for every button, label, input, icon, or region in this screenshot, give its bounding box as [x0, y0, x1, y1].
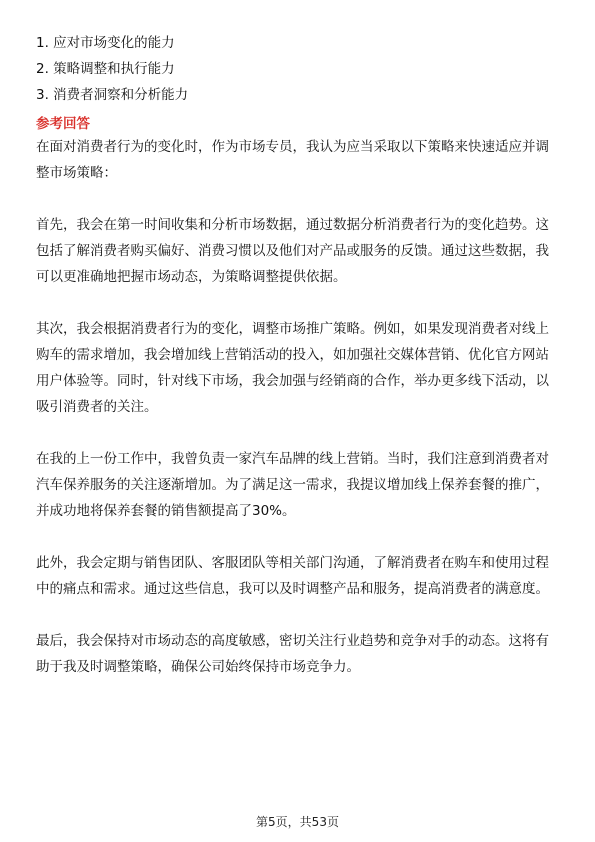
document-page: [36, 30, 561, 680]
paragraph-additionally: 此外，我会定期与销售团队、客服团队等相关部门沟通，了解消费者在购车和使用过程中的痛点和需求。通过这些信息，我可以及时调整产品和服务，提高消费者的满意度。: [36, 555, 549, 597]
paragraph-spacer: [36, 524, 561, 550]
paragraph-spacer: [36, 290, 561, 316]
list-item: 2. 策略调整和执行能力: [36, 61, 175, 77]
paragraph-example: 在我的上一份工作中，我曾负责一家汽车品牌的线上营销。当时，我们注意到消费者对汽车保养服务的关注逐渐增加。为了满足这一需求，我提议增加线上保养套餐的推广，并成功地将保养套餐的销售额提高了30%。: [36, 451, 549, 519]
paragraph-first: 首先，我会在第一时间收集和分析市场数据，通过数据分析消费者行为的变化趋势。这包括了解消费者购买偏好、消费习惯以及他们对产品或服务的反馈。通过这些数据，我可以更准确地把握市场动态，为策略调整提供依据。: [36, 217, 549, 285]
paragraph-intro: 在面对消费者行为的变化时，作为市场专员，我认为应当采取以下策略来快速适应并调整市场策略：: [36, 139, 549, 181]
paragraph-second: 其次，我会根据消费者行为的变化，调整市场推广策略。例如，如果发现消费者对线上购车的需求增加，我会增加线上营销活动的投入，如加强社交媒体营销、优化官方网站用户体验等。同时，针对线下市场，我会加强与经销商的合作，举办更多线下活动，以吸引消费者的关注。: [36, 321, 549, 415]
paragraph-finally: 最后，我会保持对市场动态的高度敏感，密切关注行业趋势和竞争对手的动态。这将有助于我及时调整策略，确保公司始终保持市场竞争力。: [36, 633, 549, 675]
list-item: 3. 消费者洞察和分析能力: [36, 87, 189, 103]
paragraph-spacer: [36, 602, 561, 628]
answer-heading: 参考回答: [36, 116, 90, 132]
paragraph-spacer: [36, 420, 561, 446]
list-item: 1. 应对市场变化的能力: [36, 35, 175, 51]
page-number-footer: 第5页，共53页: [256, 815, 339, 829]
paragraph-spacer: [36, 186, 561, 212]
